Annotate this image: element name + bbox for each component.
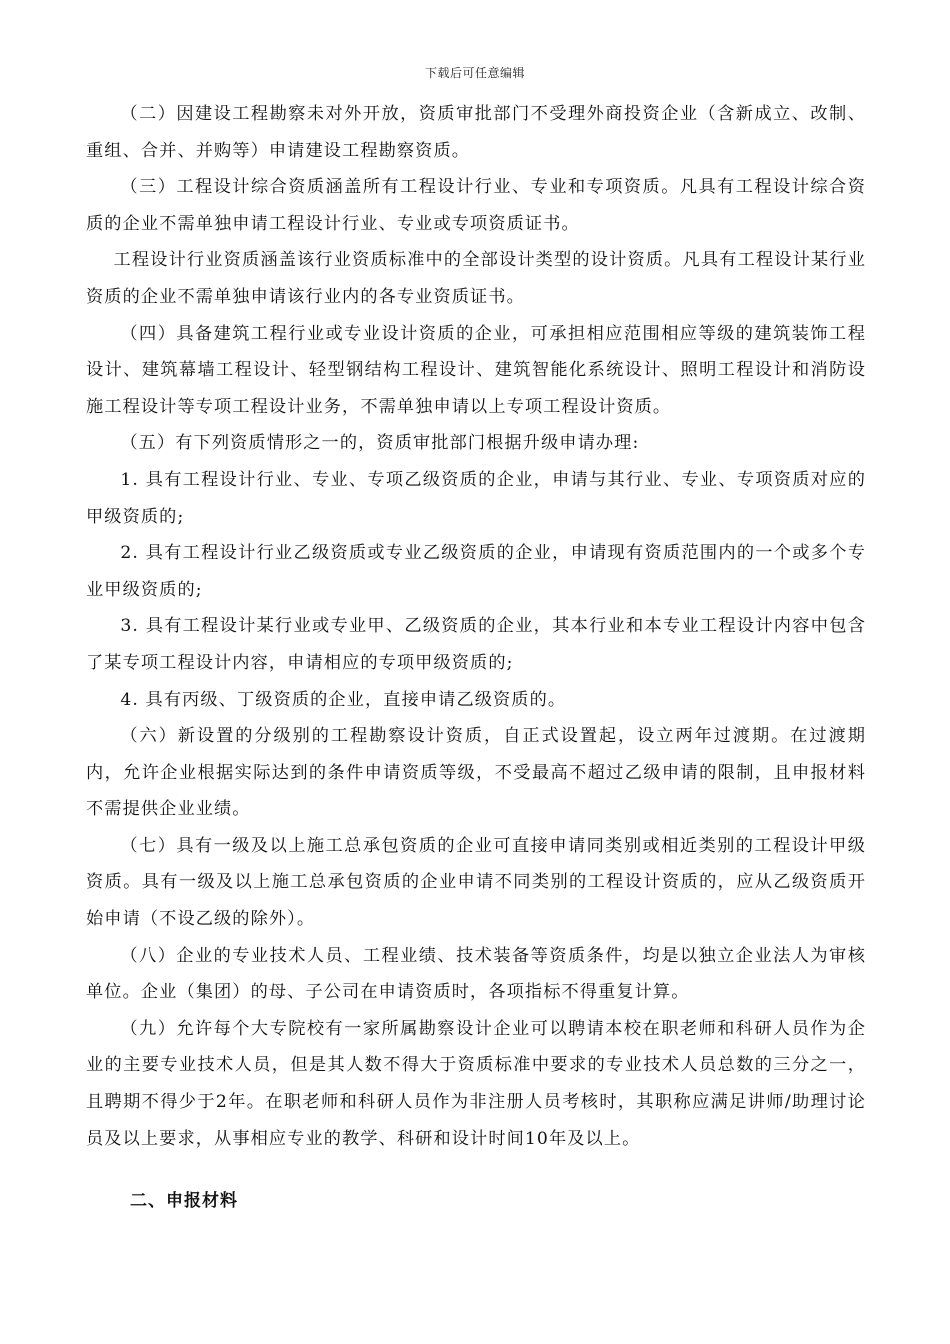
paragraph-3: （三）工程设计综合资质涵盖所有工程设计行业、专业和专项资质。凡具有工程设计综合资质的企业不需单独申请工程设计行业、专业或专项资质证书。 [86,177,866,234]
paragraph-8: （八）企业的专业技术人员、工程业绩、技术装备等资质条件，均是以独立企业法人为审核单位。企业（集团）的母、子公司在申请资质时，各项指标不得重复计算。 [86,945,866,1003]
list-item-3: 3. 具有工程设计某行业或专业甲、乙级资质的企业，其本行业和本专业工程设计内容中包含了某专项工程设计内容，申请相应的专项甲级资质的; [86,616,866,673]
section-title: 二、申报材料 [130,1191,238,1211]
paragraph-6: （六）新设置的分级别的工程勘察设计资质，自正式设置起，设立两年过渡期。在过渡期内，允许企业根据实际达到的条件申请资质等级，不受最高不超过乙级申请的限制，且申报材料不需提供企业业绩。 [86,726,866,820]
list-item-1: 1. 具有工程设计行业、专业、专项乙级资质的企业，申请与其行业、专业、专项资质对应的甲级资质的; [86,469,866,527]
paragraph-5: （五）有下列资质情形之一的，资质审批部门根据升级申请办理: [120,433,640,454]
document-body [86,96,866,1157]
paragraph-4: （四）具备建筑工程行业或专业设计资质的企业，可承担相应范围相应等级的建筑装饰工程设计、建筑幕墙工程设计、轻型钢结构工程设计、建筑智能化系统设计、照明工程设计和消防设施工程设计等专项工程设计业务，不需单独申请以上专项工程设计资质。 [86,323,866,417]
list-item-4: 4. 具有丙级、丁级资质的企业，直接申请乙级资质的。 [120,689,567,710]
paragraph-9: （九）允许每个大专院校有一家所属勘察设计企业可以聘请本校在职老师和科研人员作为企业的主要专业技术人员，但是其人数不得大于资质标准中要求的专业技术人员总数的三分之一，且聘期不得少于2年。在职老师和科研人员作为非注册人员考核时，其职称应满足讲师/助理讨论员及以上要求，从事相应专业的教学、科研和设计时间10年及以上。 [86,1018,866,1149]
page-header: 下载后可任意编辑 [424,66,525,80]
paragraph-industry-scope: 工程设计行业资质涵盖该行业资质标准中的全部设计类型的设计资质。凡具有工程设计某行业资质的企业不需单独申请该行业内的各专业资质证书。 [86,250,866,307]
list-item-2: 2. 具有工程设计行业乙级资质或专业乙级资质的企业，申请现有资质范围内的一个或多个专业甲级资质的; [86,543,866,600]
paragraph-7: （七）具有一级及以上施工总承包资质的企业可直接申请同类别或相近类别的工程设计甲级资质。具有一级及以上施工总承包资质的企业申请不同类别的工程设计资质的，应从乙级资质开始申请（不设乙级的除外）。 [86,835,866,930]
paragraph-2: （二）因建设工程勘察未对外开放，资质审批部门不受理外商投资企业（含新成立、改制、重组、合并、并购等）申请建设工程勘察资质。 [86,104,866,161]
